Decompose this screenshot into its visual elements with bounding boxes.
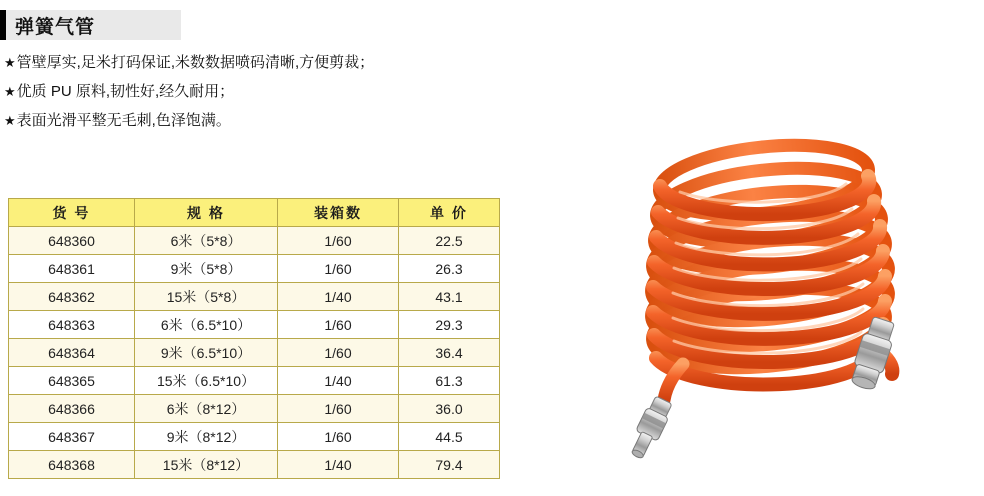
cell-spec: 6米（5*8）: [135, 227, 278, 255]
cell-price: 22.5: [399, 227, 500, 255]
cell-pack: 1/60: [278, 227, 399, 255]
cell-spec: 6米（6.5*10）: [135, 311, 278, 339]
feature-text: 优质 PU 原料,韧性好,经久耐用；: [16, 83, 235, 100]
table-row: [9, 339, 500, 367]
cell-price: 43.1: [399, 283, 500, 311]
feature-list: [4, 48, 564, 135]
feature-text: 表面光滑平整无毛刺,色泽饱满。: [16, 112, 231, 129]
feature-text: 管壁厚实,足米打码保证,米数数据喷码清晰,方便剪裁；: [16, 54, 375, 71]
page-title-bar: [0, 10, 181, 40]
cell-code: 648361: [9, 255, 135, 283]
cell-code: 648368: [9, 451, 135, 479]
cell-spec: 6米（8*12）: [135, 395, 278, 423]
cell-pack: 1/60: [278, 311, 399, 339]
cell-spec: 9米（6.5*10）: [135, 339, 278, 367]
table-row: [9, 311, 500, 339]
cell-code: 648363: [9, 311, 135, 339]
cell-spec: 9米（5*8）: [135, 255, 278, 283]
cell-pack: 1/60: [278, 339, 399, 367]
cell-price: 29.3: [399, 311, 500, 339]
cell-pack: 1/60: [278, 395, 399, 423]
page-title: 弹簧气管: [15, 16, 96, 38]
table-row: [9, 255, 500, 283]
cell-pack: 1/60: [278, 423, 399, 451]
table-row: [9, 395, 500, 423]
table-row: [9, 367, 500, 395]
product-image: [588, 120, 976, 482]
product-price-table: [8, 198, 500, 479]
cell-price: 36.4: [399, 339, 500, 367]
star-icon: ★: [4, 55, 16, 70]
column-header-code: 货 号: [9, 199, 135, 227]
cell-price: 36.0: [399, 395, 500, 423]
coiled-air-hose-illustration: [588, 120, 976, 482]
feature-item: [4, 106, 564, 135]
cell-code: 648360: [9, 227, 135, 255]
cell-code: 648366: [9, 395, 135, 423]
cell-code: 648362: [9, 283, 135, 311]
cell-code: 648367: [9, 423, 135, 451]
feature-item: [4, 77, 564, 106]
table-row: [9, 283, 500, 311]
table-row: [9, 227, 500, 255]
cell-spec: 15米（8*12）: [135, 451, 278, 479]
cell-price: 61.3: [399, 367, 500, 395]
column-header-pack: 装箱数: [278, 199, 399, 227]
quick-coupler-male: [626, 395, 675, 462]
star-icon: ★: [4, 113, 16, 128]
star-icon: ★: [4, 84, 16, 99]
cell-spec: 15米（5*8）: [135, 283, 278, 311]
feature-item: [4, 48, 564, 77]
cell-code: 648364: [9, 339, 135, 367]
table-row: [9, 423, 500, 451]
cell-price: 44.5: [399, 423, 500, 451]
cell-price: 79.4: [399, 451, 500, 479]
cell-spec: 15米（6.5*10）: [135, 367, 278, 395]
cell-spec: 9米（8*12）: [135, 423, 278, 451]
cell-pack: 1/40: [278, 367, 399, 395]
table-header-row: [9, 199, 500, 227]
table-row: [9, 451, 500, 479]
cell-pack: 1/60: [278, 255, 399, 283]
column-header-price: 单 价: [399, 199, 500, 227]
cell-code: 648365: [9, 367, 135, 395]
cell-pack: 1/40: [278, 283, 399, 311]
cell-price: 26.3: [399, 255, 500, 283]
column-header-spec: 规 格: [135, 199, 278, 227]
cell-pack: 1/40: [278, 451, 399, 479]
